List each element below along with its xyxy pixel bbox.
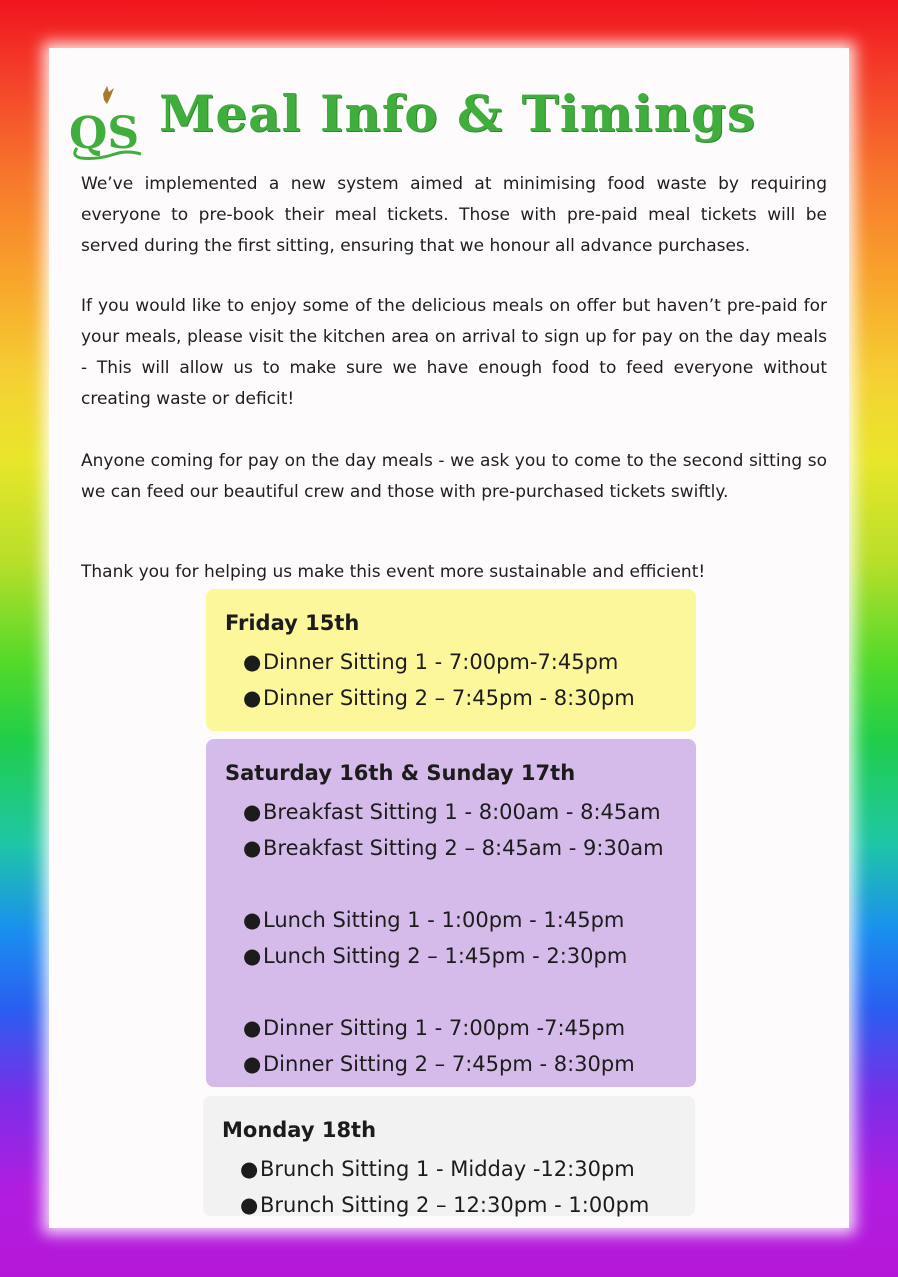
friday-schedule-box xyxy=(206,589,696,731)
day-heading: Monday 18th xyxy=(222,1118,377,1142)
bullet-icon: ● xyxy=(243,1016,262,1040)
bullet-icon: ● xyxy=(243,650,262,674)
sitting-item: ●Dinner Sitting 2 – 7:45pm - 8:30pm xyxy=(243,1046,678,1082)
sitting-item: ●Breakfast Sitting 2 – 8:45am - 9:30am xyxy=(243,830,678,866)
sitting-list xyxy=(222,1151,677,1223)
thank-you-paragraph: Thank you for helping us make this event more sustainable and efficient! xyxy=(81,562,706,582)
qs-logo xyxy=(67,82,151,162)
intro-paragraph-2: If you would like to enjoy some of the delicious meals on offer but haven’t pre-paid for your meals, please visit the kitchen area on arrival to sign up for pay on the day meals - This will allow us to make sure we have enough food to feed everyone without creating waste or deficit! xyxy=(81,296,827,409)
sitting-item: ●Lunch Sitting 2 – 1:45pm - 2:30pm xyxy=(243,938,678,974)
bullet-icon: ● xyxy=(240,1193,259,1217)
bullet-icon: ● xyxy=(243,1052,262,1076)
svg-text:QS: QS xyxy=(69,108,140,159)
intro-paragraph-3: Anyone coming for pay on the day meals - we ask you to come to the second sitting so we can feed our beautiful crew and those with pre-purchased tickets swiftly. xyxy=(81,451,827,502)
sitting-item: ●Dinner Sitting 2 – 7:45pm - 8:30pm xyxy=(243,680,678,716)
sitting-item: ●Breakfast Sitting 1 - 8:00am - 8:45am xyxy=(243,794,678,830)
bullet-icon: ● xyxy=(243,800,262,824)
bullet-icon: ● xyxy=(243,836,262,860)
day-heading: Friday 15th xyxy=(225,611,360,635)
intro-paragraph-1: We’ve implemented a new system aimed at minimising food waste by requiring everyone to pre-book their meal tickets. Those with pre-paid meal tickets will be served during the first sitting, ensuring that we honour all advance purchases. xyxy=(81,174,827,256)
page-title: Meal Info & Timings xyxy=(159,84,757,143)
sitting-item: ●Brunch Sitting 2 – 12:30pm - 1:00pm xyxy=(240,1187,677,1223)
sitting-item: ●Dinner Sitting 1 - 7:00pm-7:45pm xyxy=(243,644,678,680)
bullet-icon: ● xyxy=(243,944,262,968)
sitting-item: ●Brunch Sitting 1 - Midday -12:30pm xyxy=(240,1151,677,1187)
bullet-icon: ● xyxy=(240,1157,259,1181)
bullet-icon: ● xyxy=(243,908,262,932)
sitting-list xyxy=(225,644,678,716)
bullet-icon: ● xyxy=(243,686,262,710)
sitting-item: ●Dinner Sitting 1 - 7:00pm -7:45pm xyxy=(243,1010,678,1046)
weekend-schedule-box xyxy=(206,739,696,1087)
bird-icon xyxy=(103,86,114,104)
sitting-list xyxy=(225,794,678,1082)
poster-sheet xyxy=(49,48,849,1228)
sitting-item: ●Lunch Sitting 1 - 1:00pm - 1:45pm xyxy=(243,902,678,938)
monday-schedule-box xyxy=(203,1096,695,1216)
day-heading: Saturday 16th & Sunday 17th xyxy=(225,761,576,785)
